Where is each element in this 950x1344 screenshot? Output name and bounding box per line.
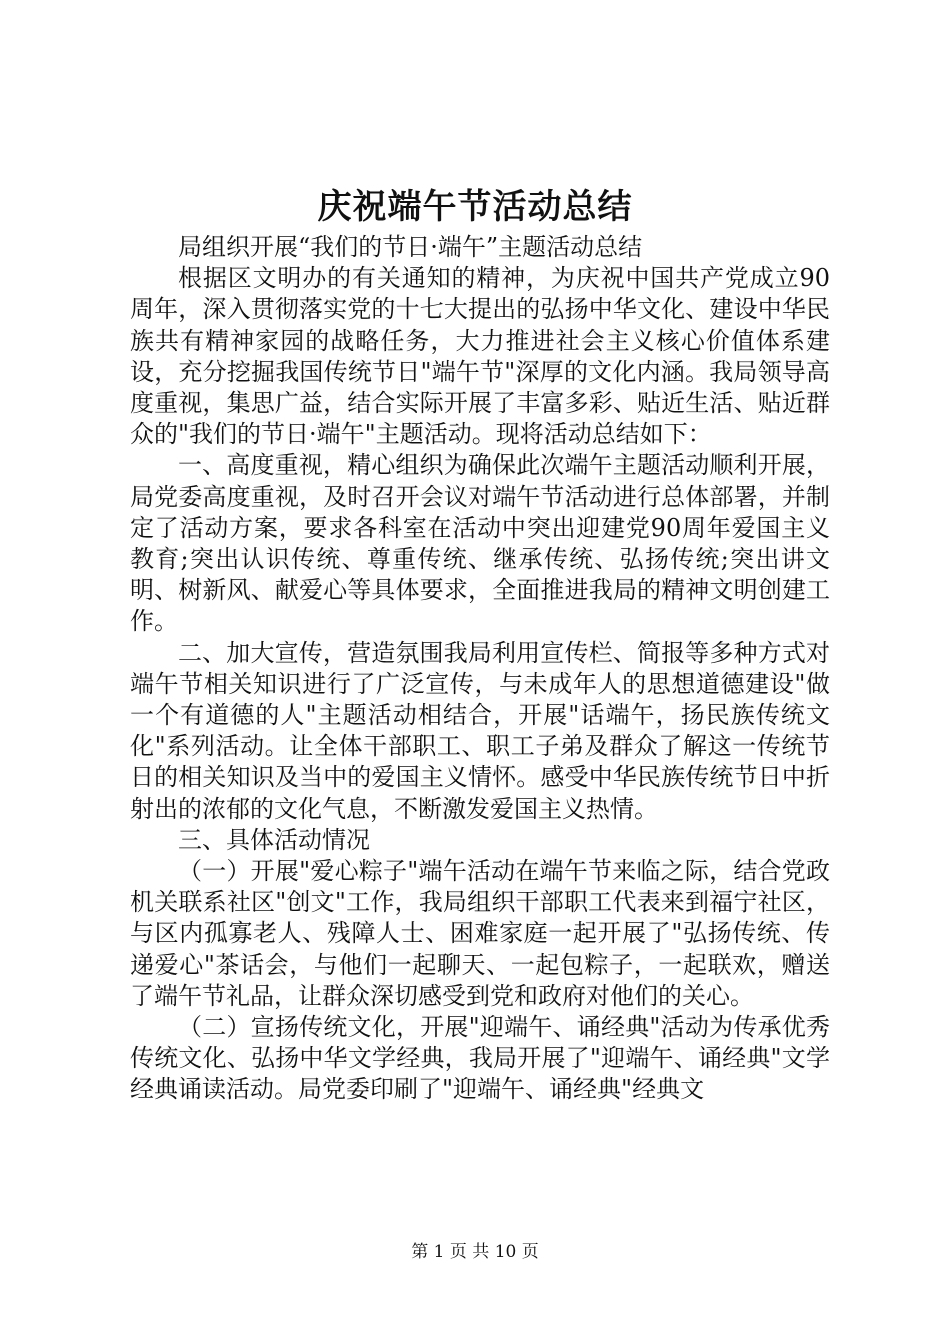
- paragraph-section-3-heading: 三、具体活动情况: [178, 825, 370, 854]
- paragraph-subsection-2: （二）宣扬传统文化，开展"迎端午、诵经典"活动为传承优秀传统文化、弘扬中华文学经典，我局开展了"迎端午、诵经典"文学经典诵读活动。局党委印刷了"迎端午、诵经典"经典文: [130, 1013, 830, 1104]
- paragraph-intro: 根据区文明办的有关通知的精神，为庆祝中国共产党成立90周年，深入贯彻落实党的十七大提出的弘扬中华文化、建设中华民族共有精神家园的战略任务，大力推进社会主义核心价值体系建设，充分挖掘我国传统节日"端午节"深厚的文化内涵。我局领导高度重视，集思广益，结合实际开展了丰富多彩、贴近生活、贴近群众的"我们的节日·端午"主题活动。现将活动总结如下：: [130, 264, 830, 449]
- page-number-footer: 第 1 页 共 10 页: [411, 1242, 539, 1262]
- paragraph-section-2: 二、加大宣传，营造氛围我局利用宣传栏、简报等多种方式对端午节相关知识进行了广泛宣传，与未成年人的思想道德建设"做一个有道德的人"主题活动相结合，开展"话端午，扬民族传统文化"系列活动。让全体干部职工、职工子弟及群众了解这一传统节日的相关知识及当中的爱国主义情怀。感受中华民族传统节日中折射出的浓郁的文化气息，不断激发爱国主义热情。: [130, 638, 830, 823]
- document-body: [130, 232, 830, 1106]
- paragraph-subsection-1: （一）开展"爱心粽子"端午活动在端午节来临之际，结合党政机关联系社区"创文"工作，我局组织干部职工代表来到福宁社区，与区内孤寡老人、残障人士、困难家庭一起开展了"弘扬传统、传递爱心"茶话会，与他们一起聊天、一起包粽子，一起联欢，赠送了端午节礼品，让群众深切感受到党和政府对他们的关心。: [130, 857, 830, 1010]
- paragraph-subtitle: 局组织开展“我们的节日·端午”主题活动总结: [178, 233, 643, 261]
- document-title: 庆祝端午节活动总结: [317, 187, 633, 227]
- paragraph-section-1: 一、高度重视，精心组织为确保此次端午主题活动顺利开展，局党委高度重视，及时召开会议对端午节活动进行总体部署，并制定了活动方案，要求各科室在活动中突出迎建党90周年爱国主义教育;突出认识传统、尊重传统、继承传统、弘扬传统;突出讲文明、树新风、献爱心等具体要求，全面推进我局的精神文明创建工作。: [130, 451, 830, 636]
